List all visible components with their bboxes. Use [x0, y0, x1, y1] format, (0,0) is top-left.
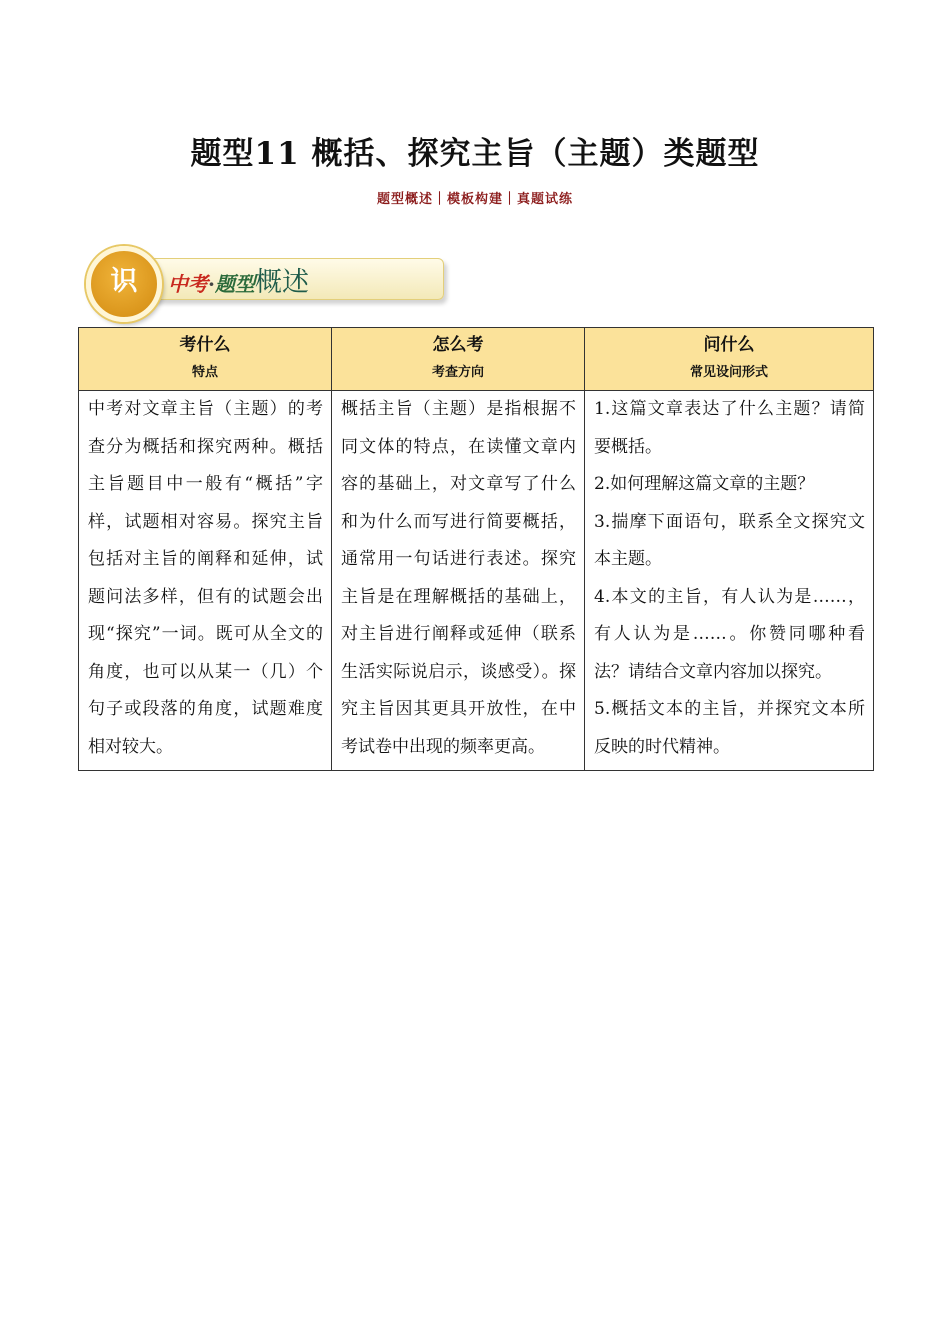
column-subheading: 考查方向	[431, 365, 484, 380]
page-title: 题型11 概括、探究主旨（主题）类题型	[190, 136, 760, 172]
list-item: 1.这篇文章表达了什么主题？请简要概括。	[594, 399, 865, 457]
list-item: 3.揣摩下面语句，联系全文探究文本主题。	[594, 511, 865, 569]
banner-label	[168, 260, 309, 299]
column-header-2	[332, 328, 585, 391]
column-heading: 问什么	[703, 335, 755, 355]
cell-question-forms	[585, 391, 874, 771]
column-subheading: 特点	[191, 365, 218, 380]
banner-text-red: 中考	[168, 272, 208, 296]
list-item: 5.概括文本的主旨，并探究文本所反映的时代精神。	[594, 699, 865, 757]
column-subheading: 常见设问形式	[689, 365, 768, 380]
column-heading: 怎么考	[432, 335, 484, 355]
column-header-3	[585, 328, 874, 391]
overview-table	[78, 327, 874, 771]
section-banner	[80, 238, 380, 328]
cell-features: 中考对文章主旨（主题）的考查分为概括和探究两种。概括主旨题目中一般有“概括”字样，试题相对容易。探究主旨包括对主旨的阐释和延伸，试题问法多样，但有的试题会出现“探究”一词。既可从全文的角度，也可以从某一（几）个句子或段落的角度，试题难度相对较大。	[79, 391, 332, 771]
column-heading: 考什么	[179, 335, 231, 355]
cell-exam-direction: 概括主旨（主题）是指根据不同文体的特点，在读懂文章内容的基础上，对文章写了什么和为什么而写进行简要概括，通常用一句话进行表述。探究主旨是在理解概括的基础上，对主旨进行阐释或延伸（联系生活实际说启示，谈感受）。探究主旨因其更具开放性，在中考试卷中出现的频率更高。	[332, 391, 585, 771]
page-subtitle-nav: 题型概述｜模板构建｜真题试练	[376, 192, 573, 207]
column-header-1	[79, 328, 332, 391]
table-row	[79, 391, 874, 771]
list-item: 2.如何理解这篇文章的主题？	[594, 474, 815, 494]
banner-text-green2: 概述	[254, 267, 309, 298]
banner-badge-char: 识	[110, 266, 138, 297]
banner-text-dot: ·	[208, 272, 215, 296]
table-header-row	[79, 328, 874, 391]
banner-badge-icon	[86, 246, 162, 322]
list-item: 4.本文的主旨，有人认为是……，有人认为是……。你赞同哪种看法？请结合文章内容加以探究。	[594, 586, 865, 682]
banner-text-green: 题型	[214, 272, 255, 296]
